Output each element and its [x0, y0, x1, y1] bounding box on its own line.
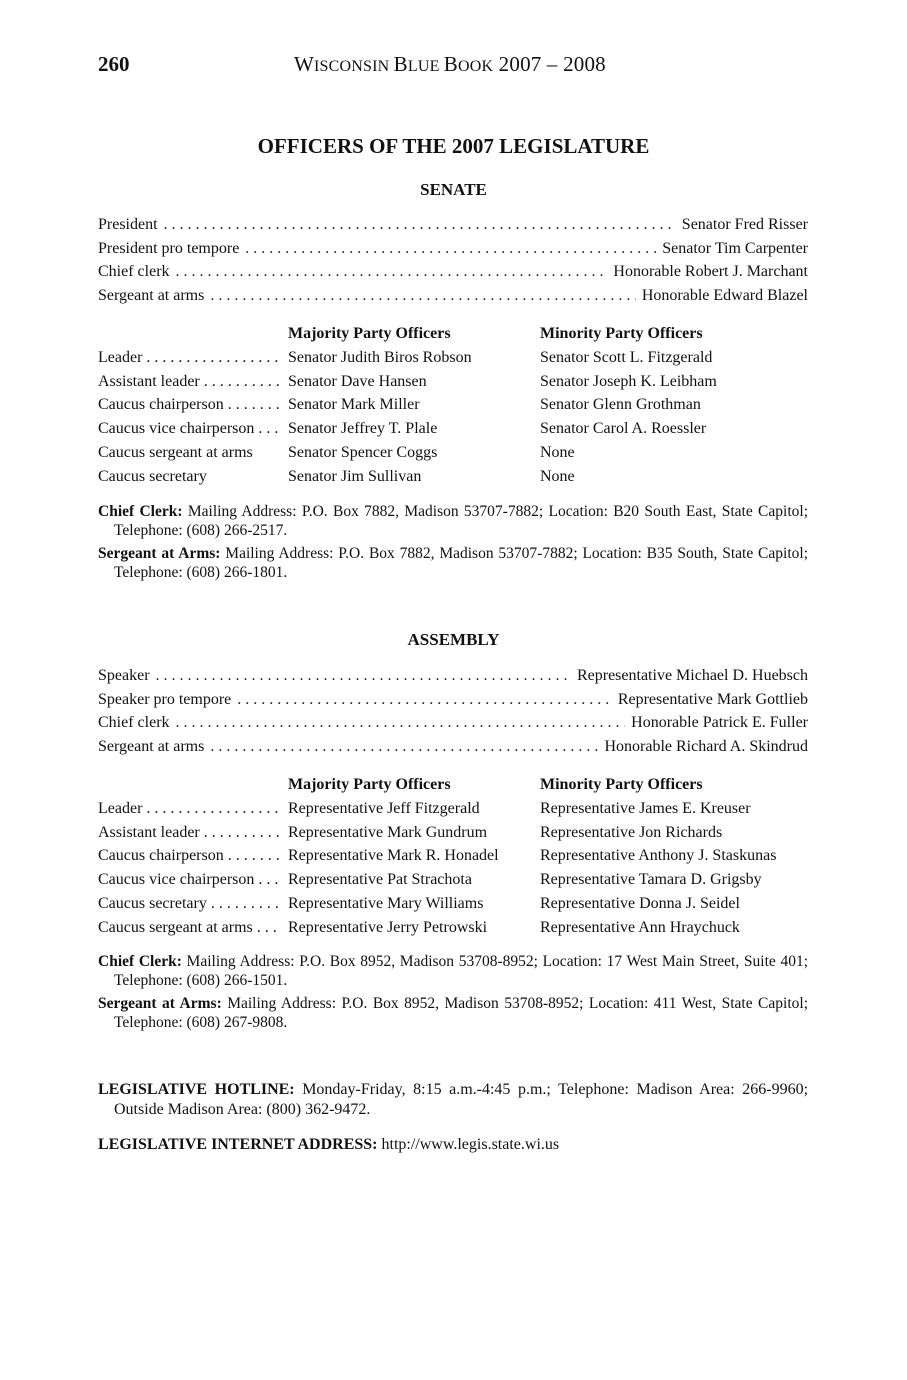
page-number: 260	[98, 52, 130, 76]
minority-header: Minority Party Officers	[540, 776, 703, 793]
table-row: Caucus chairperson . . . Representative Mark R. Honadel Representative Anthony J. Staskunas	[98, 847, 808, 871]
majority-header: Majority Party Officers	[288, 776, 451, 793]
senate-chief-clerk-contact: Chief Clerk: Mailing Address: P.O. Box 7882, Madison 53707-7882; Location: B20 South East, State Capitol; Telephone: (608) 266-2517.	[98, 503, 808, 539]
senate-officers-list	[98, 216, 808, 310]
assembly-contacts	[98, 952, 808, 1032]
table-row: Assistant leader . . . Senator Dave Hansen Senator Joseph K. Leibham	[98, 373, 808, 397]
assembly-officer-row: Speaker . . . Representative Michael D. Huebsch	[98, 667, 808, 691]
table-header-row	[98, 325, 808, 349]
table-row: Caucus chairperson . . . Senator Mark Miller Senator Glenn Grothman	[98, 396, 808, 420]
table-row: Caucus secretary . . . Representative Mary Williams Representative Donna J. Seidel	[98, 895, 808, 919]
page-title: OFFICERS OF THE 2007 LEGISLATURE	[257, 134, 650, 158]
senate-officer-row: Sergeant at arms . . . Honorable Edward Blazel	[98, 287, 808, 311]
assembly-heading: ASSEMBLY	[407, 630, 500, 649]
table-row: Caucus vice chairperson . . . Senator Jeffrey T. Plale Senator Carol A. Roessler	[98, 420, 808, 444]
table-row: Leader . . . Senator Judith Biros Robson Senator Scott L. Fitzgerald	[98, 349, 808, 373]
senate-party-officers-table	[98, 325, 808, 492]
table-row: Caucus sergeant at arms . . . Representative Jerry Petrowski Representative Ann Hraychuck	[98, 919, 808, 943]
table-row: Caucus secretary Senator Jim Sullivan None	[98, 467, 575, 485]
internet-link[interactable]: http://www.legis.state.wi.us	[381, 1136, 560, 1153]
minority-header: Minority Party Officers	[540, 325, 703, 342]
senate-sergeant-contact: Sergeant at Arms: Mailing Address: P.O. Box 7882, Madison 53707-7882; Location: B35 South, State Capitol; Telephone: (608) 266-1801.	[98, 545, 808, 581]
senate-officer-row: President pro tempore . . . Senator Tim Carpenter	[98, 240, 808, 264]
senate-contacts	[98, 502, 808, 582]
senate-officer-row: President . . . Senator Fred Risser	[98, 216, 808, 240]
table-row: Caucus vice chairperson . . . Representative Pat Strachota Representative Tamara D. Grigsby	[98, 871, 808, 895]
assembly-sergeant-contact: Sergeant at Arms: Mailing Address: P.O. Box 8952, Madison 53708-8952; Location: 411 West, State Capitol; Telephone: (608) 267-9808.	[98, 995, 809, 1031]
legislative-internet-address: LEGISLATIVE INTERNET ADDRESS: http://www.legis.state.wi.us	[98, 1136, 560, 1153]
table-header-row	[98, 776, 808, 800]
senate-heading: SENATE	[420, 180, 487, 199]
table-row: Assistant leader . . . Representative Mark Gundrum Representative Jon Richards	[98, 824, 808, 848]
assembly-officer-row: Sergeant at arms . . . Honorable Richard A. Skindrud	[98, 738, 808, 762]
assembly-party-officers-table	[98, 776, 808, 943]
assembly-officer-row: Speaker pro tempore . . . Representative Mark Gottlieb	[98, 691, 808, 715]
running-head: WISCONSIN BLUE BOOK 2007 – 2008	[294, 52, 606, 76]
assembly-officer-row: Chief clerk . . . Honorable Patrick E. Fuller	[98, 714, 808, 738]
table-row: Caucus sergeant at arms Senator Spencer Coggs None	[98, 443, 575, 461]
assembly-chief-clerk-contact: Chief Clerk: Mailing Address: P.O. Box 8952, Madison 53708-8952; Location: 17 West Main Street, Suite 401; Telephone: (608) 266-1501.	[98, 953, 809, 989]
page-header	[98, 52, 808, 82]
assembly-officers-list	[98, 667, 808, 761]
table-row: Leader . . . Representative Jeff Fitzgerald Representative James E. Kreuser	[98, 800, 808, 824]
majority-header: Majority Party Officers	[288, 325, 451, 342]
senate-officer-row: Chief clerk . . . Honorable Robert J. Marchant	[98, 263, 808, 287]
legislative-hotline: LEGISLATIVE HOTLINE: Monday-Friday, 8:15 a.m.-4:45 p.m.; Telephone: Madison Area: 266-9960; Outside Madison Area: (800) 362-9472.	[98, 1081, 809, 1118]
